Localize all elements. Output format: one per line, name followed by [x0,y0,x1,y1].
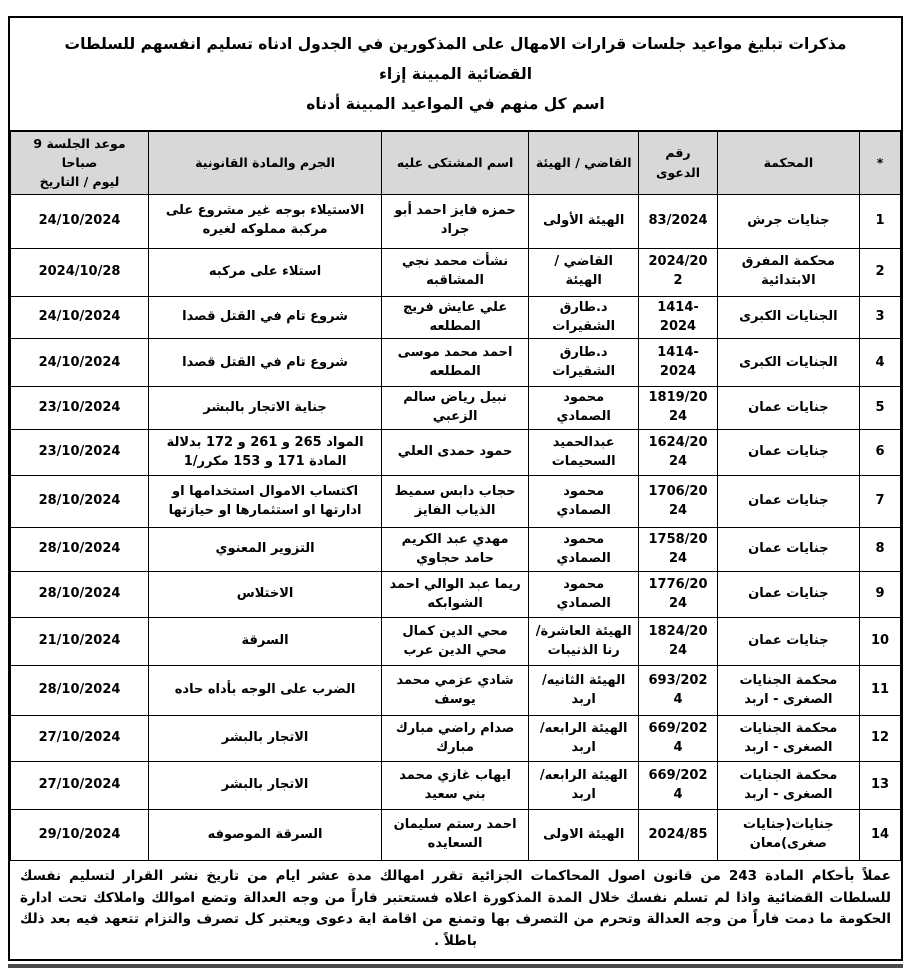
table-row [11,194,901,248]
court-cell: جنايات عمان [717,572,859,618]
court-cell: جنايات عمان [717,387,859,430]
date-cell: 2024/10/28 [11,248,149,296]
case-number-cell: 2024/202 [639,248,717,296]
court-cell: محكمة الجنايات الصغرى - اربد [717,762,859,810]
court-cell: جنايات جرش [717,194,859,248]
defendant-cell: محي الدين كمال محي الدين عرب [382,618,529,666]
row-number: 4 [860,339,901,387]
case-number-cell: 1414-2024 [639,339,717,387]
date-cell: 24/10/2024 [11,339,149,387]
court-cell: جنايات عمان [717,476,859,528]
table-row [11,387,901,430]
crime-cell: اكتساب الاموال استخدامها او ادارتها او استثمارها او حيازتها [148,476,381,528]
row-number: 14 [860,810,901,861]
court-cell: جنايات(جنايات صغرى)معان [717,810,859,861]
crime-cell: التزوير المعنوي [148,528,381,572]
court-cell: محكمة الجنايات الصغرى - اربد [717,666,859,716]
date-cell: 28/10/2024 [11,572,149,618]
row-number: 1 [860,194,901,248]
judge-cell: محمود الصمادي [529,476,639,528]
judge-cell: الهيئة الاولى [529,810,639,861]
crime-cell: السرقة [148,618,381,666]
row-number: 7 [860,476,901,528]
table-row [11,666,901,716]
header-index: * [860,131,901,194]
defendant-cell: حمود حمدى العلي [382,430,529,476]
header-session-date [11,131,149,194]
table-row [11,572,901,618]
defendant-cell: احمد محمد موسى المطلعه [382,339,529,387]
crime-cell: شروع تام في القتل قصدا [148,296,381,339]
row-number: 2 [860,248,901,296]
court-cell: الجنايات الكبرى [717,296,859,339]
row-number: 8 [860,528,901,572]
case-number-cell: 1624/2024 [639,430,717,476]
judge-cell: الهيئة العاشرة/رنا الذنيبات [529,618,639,666]
case-number-cell: 2024/85 [639,810,717,861]
hearings-table [10,131,901,862]
header-court: المحكمة [717,131,859,194]
defendant-cell: احمد رستم سليمان السعايده [382,810,529,861]
table-row [11,716,901,762]
judge-cell: الهيئة الرابعه/ اربد [529,762,639,810]
date-cell: 23/10/2024 [11,430,149,476]
judge-cell: الهيئة الثانيه/ اربد [529,666,639,716]
case-number-cell: 1819/2024 [639,387,717,430]
crime-cell: الاتجار بالبشر [148,762,381,810]
table-row [11,296,901,339]
document-title [10,18,901,131]
court-notice-document [8,16,903,961]
legal-notice: عملاً بأحكام المادة 243 من قانون اصول المحاكمات الجزائية تقرر امهالك مدة عشر ايام من تاريخ نشر القرار لتسليم نفسك للسلطات القضائية واذا لم تسلم نفسك خلال المدة المذكورة اعلاه فستعتبر فاراً من وجه العدالة وتضع اموالك واملاكك تحت ادارة الحكومة ما دمت فاراً من وجه العدالة وتحرم من التصرف بها وتمنع من اقامة اية دعوى ويعتبر كل تصرف والتزام تتعهد فيه بعد ذلك باطلاً . [20,868,891,949]
date-cell: 27/10/2024 [11,762,149,810]
defendant-cell: ريما عبد الوالي احمد الشوابكه [382,572,529,618]
judge-cell: القاضي / الهيئة [529,248,639,296]
date-cell: 24/10/2024 [11,296,149,339]
header-session-date-line2: ليوم / التاريخ [39,174,120,190]
row-number: 9 [860,572,901,618]
case-number-cell: 669/2024 [639,762,717,810]
header-case-number: رقم الدعوى [639,131,717,194]
judge-cell: د.طارق الشقيرات [529,339,639,387]
table-row [11,339,901,387]
table-row [11,248,901,296]
defendant-cell: حجاب دابس سميط الذياب الفايز [382,476,529,528]
crime-cell: السرقة الموصوفه [148,810,381,861]
row-number: 3 [860,296,901,339]
defendant-cell: شادي عزمي محمد يوسف [382,666,529,716]
crime-cell: شروع تام في القتل قصدا [148,339,381,387]
crime-cell: استلاء على مركبه [148,248,381,296]
header-judge-panel: القاضي / الهيئة [529,131,639,194]
header-defendant-name: اسم المشتكى عليه [382,131,529,194]
judge-cell: الهيئة الأولى [529,194,639,248]
date-cell: 24/10/2024 [11,194,149,248]
table-row [11,476,901,528]
date-cell: 21/10/2024 [11,618,149,666]
row-number: 6 [860,430,901,476]
document-title-line1: مذكرات تبليغ مواعيد جلسات قرارات الامهال على المذكورين في الجدول ادناه تسليم انفسهم للسلطات القضائية المبينة إزاء [64,35,847,84]
case-number-cell: 693/2024 [639,666,717,716]
table-header-row [11,131,901,194]
table-row [11,762,901,810]
defendant-cell: مهدي عبد الكريم حامد حجاوي [382,528,529,572]
court-cell: محكمة المفرق الابتدائية [717,248,859,296]
crime-cell: الضرب على الوجه بأداه حاده [148,666,381,716]
row-number: 12 [860,716,901,762]
row-number: 10 [860,618,901,666]
date-cell: 28/10/2024 [11,528,149,572]
table-row [11,810,901,861]
case-number-cell: 1776/2024 [639,572,717,618]
header-session-date-line1: موعد الجلسة 9 صباحا [33,135,126,171]
case-number-cell: 1824/2024 [639,618,717,666]
date-cell: 28/10/2024 [11,476,149,528]
court-cell: الجنايات الكبرى [717,339,859,387]
document-title-line2: اسم كل منهم في المواعيد المبينة أدناه [306,95,605,114]
crime-cell: الاستيلاء بوجه غير مشروع على مركبة مملوكه لغيره [148,194,381,248]
table-row [11,528,901,572]
defendant-cell: صدام راضي مبارك مبارك [382,716,529,762]
judge-cell: د.طارق الشقيرات [529,296,639,339]
judge-cell: محمود الصمادي [529,387,639,430]
date-cell: 28/10/2024 [11,666,149,716]
judge-cell: عبدالحميد السحيمات [529,430,639,476]
defendant-cell: نشأت محمد نجي المشاقبه [382,248,529,296]
crime-cell: الاختلاس [148,572,381,618]
case-number-cell: 1706/2024 [639,476,717,528]
bottom-rule-divider [8,964,903,968]
court-cell: جنايات عمان [717,528,859,572]
court-cell: جنايات عمان [717,430,859,476]
table-row [11,430,901,476]
judge-cell: محمود الصمادي [529,528,639,572]
crime-cell: الاتجار بالبشر [148,716,381,762]
row-number: 11 [860,666,901,716]
defendant-cell: علي عايش فريج المطلعه [382,296,529,339]
row-number: 13 [860,762,901,810]
date-cell: 27/10/2024 [11,716,149,762]
date-cell: 29/10/2024 [11,810,149,861]
row-number: 5 [860,387,901,430]
case-number-cell: 669/2024 [639,716,717,762]
case-number-cell: 83/2024 [639,194,717,248]
defendant-cell: نبيل رياض سالم الزعبي [382,387,529,430]
case-number-cell: 1414-2024 [639,296,717,339]
header-crime-article: الجرم والمادة القانونية [148,131,381,194]
court-cell: محكمة الجنايات الصغرى - اربد [717,716,859,762]
table-row [11,618,901,666]
judge-cell: محمود الصمادي [529,572,639,618]
crime-cell: جناية الاتجار بالبشر [148,387,381,430]
defendant-cell: حمزه فايز احمد أبو جراد [382,194,529,248]
crime-cell: المواد 265 و 261 و 172 بدلالة المادة 171 و 153 مكرر/1 [148,430,381,476]
defendant-cell: ايهاب غازي محمد بني سعيد [382,762,529,810]
case-number-cell: 1758/2024 [639,528,717,572]
date-cell: 23/10/2024 [11,387,149,430]
court-cell: جنايات عمان [717,618,859,666]
judge-cell: الهيئة الرابعه/ اربد [529,716,639,762]
